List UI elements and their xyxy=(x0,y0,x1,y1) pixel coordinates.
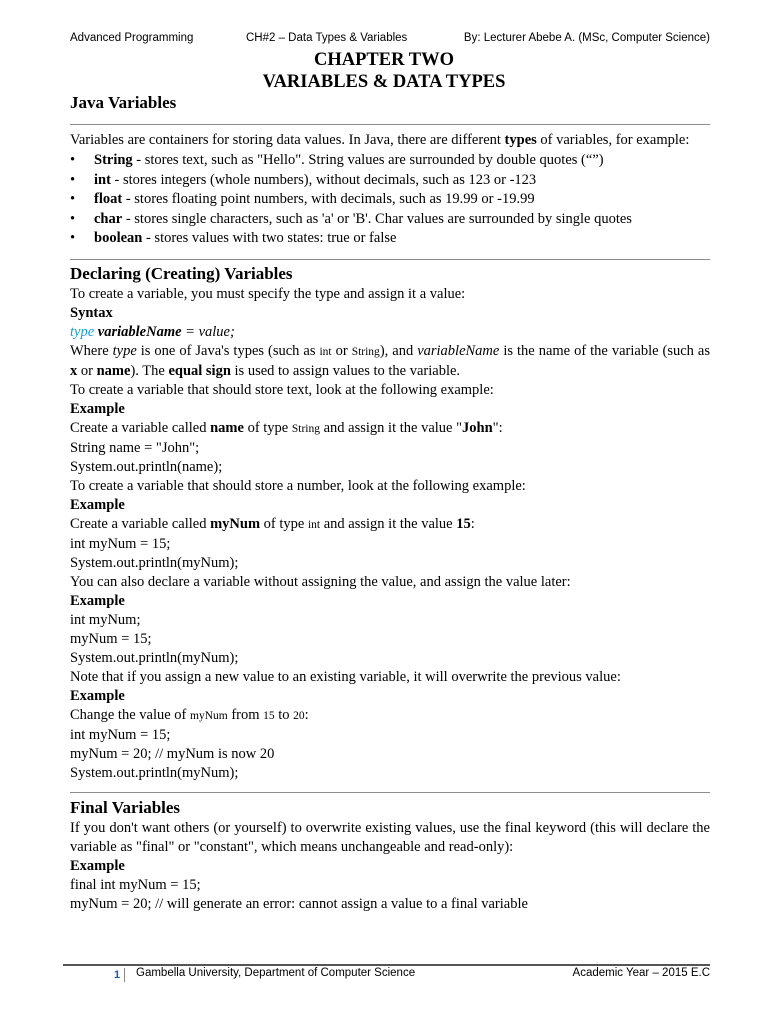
list-item: • float - stores floating point numbers, with decimals, such as 19.99 or -19.99 xyxy=(70,190,710,210)
footer-institution: Gambella University, Department of Computer Science xyxy=(136,967,416,979)
example-label: Example xyxy=(70,687,125,704)
code-line: System.out.println(myNum); xyxy=(70,764,239,781)
code-line: System.out.println(myNum); xyxy=(70,649,239,666)
chapter-title-line1: CHAPTER TWO xyxy=(314,50,454,70)
code-line: myNum = 20; // myNum is now 20 xyxy=(70,745,275,762)
code-line: final int myNum = 15; xyxy=(70,876,201,893)
declare-later-intro: You can also declare a variable without assigning the value, and assign the value later: xyxy=(70,573,571,590)
header-course: Advanced Programming xyxy=(70,32,194,44)
code-line: int myNum = 15; xyxy=(70,726,171,743)
chapter-title-line2: VARIABLES & DATA TYPES xyxy=(262,72,506,92)
java-variables-intro: Variables are containers for storing data values. In Java, there are different types of variables, for example: xyxy=(70,132,690,148)
syntax-explanation: Where type is one of Java's types (such as int or String), and variableName is the name of the variable (such as x or name). The equal sign is used to assign values to the variable. xyxy=(70,342,710,379)
code-line: int myNum; xyxy=(70,611,141,628)
running-header xyxy=(70,32,710,48)
code-line: String name = "John"; xyxy=(70,439,200,456)
document-body xyxy=(70,92,710,914)
header-chapter-ref: CH#2 – Data Types & Variables xyxy=(246,32,408,44)
number-example-intro: To create a variable that should store a number, look at the following example: xyxy=(70,477,526,494)
section-heading-declaring-variables: Declaring (Creating) Variables xyxy=(70,263,293,283)
syntax-label: Syntax xyxy=(70,304,113,321)
code-line: int myNum = 15; xyxy=(70,535,171,552)
overwrite-intro: Note that if you assign a new value to an existing variable, it will overwrite the previous value: xyxy=(70,668,621,685)
list-item: • boolean - stores values with two states: true or false xyxy=(70,229,710,249)
footer-divider xyxy=(63,964,710,966)
section-heading-java-variables: Java Variables xyxy=(70,93,177,112)
final-variables-intro: If you don't want others (or yourself) to overwrite existing values, use the final keyword (this will declare the variable as "final" or "constant", which means unchangeable and read-only): xyxy=(70,819,710,855)
example-description: Change the value of myNum from 15 to 20: xyxy=(70,706,309,723)
section-divider xyxy=(70,259,710,260)
example-label: Example xyxy=(70,592,125,609)
example-description: Create a variable called name of type String and assign it the value "John": xyxy=(70,419,503,436)
code-line: myNum = 20; // will generate an error: cannot assign a value to a final variable xyxy=(70,895,528,912)
footer-separator xyxy=(124,968,125,982)
list-item: • int - stores integers (whole numbers), without decimals, such as 123 or -123 xyxy=(70,171,710,191)
declaring-intro: To create a variable, you must specify the type and assign it a value: xyxy=(70,285,466,302)
syntax-line: type variableName = value; xyxy=(70,323,235,340)
header-author: By: Lecturer Abebe A. (MSc, Computer Science) xyxy=(463,32,710,44)
page-number: 1 xyxy=(114,969,121,981)
list-item: • char - stores single characters, such as 'a' or 'B'. Char values are surrounded by single quotes xyxy=(70,210,710,230)
code-line: System.out.println(name); xyxy=(70,458,223,475)
code-line: myNum = 15; xyxy=(70,630,152,647)
section-divider xyxy=(70,124,710,125)
list-item: • String - stores text, such as "Hello". String values are surrounded by double quotes (“”) xyxy=(70,151,710,171)
section-divider xyxy=(70,792,710,793)
example-label: Example xyxy=(70,857,125,874)
example-description: Create a variable called myNum of type int and assign it the value 15: xyxy=(70,515,475,532)
footer-academic-year: Academic Year – 2015 E.C xyxy=(572,967,710,979)
variable-types-list xyxy=(70,151,710,249)
example-label: Example xyxy=(70,400,125,417)
chapter-title xyxy=(0,49,768,93)
code-line: System.out.println(myNum); xyxy=(70,554,239,571)
section-heading-final-variables: Final Variables xyxy=(70,797,181,817)
page-footer xyxy=(63,964,710,984)
text-example-intro: To create a variable that should store text, look at the following example: xyxy=(70,381,494,398)
example-label: Example xyxy=(70,496,125,513)
